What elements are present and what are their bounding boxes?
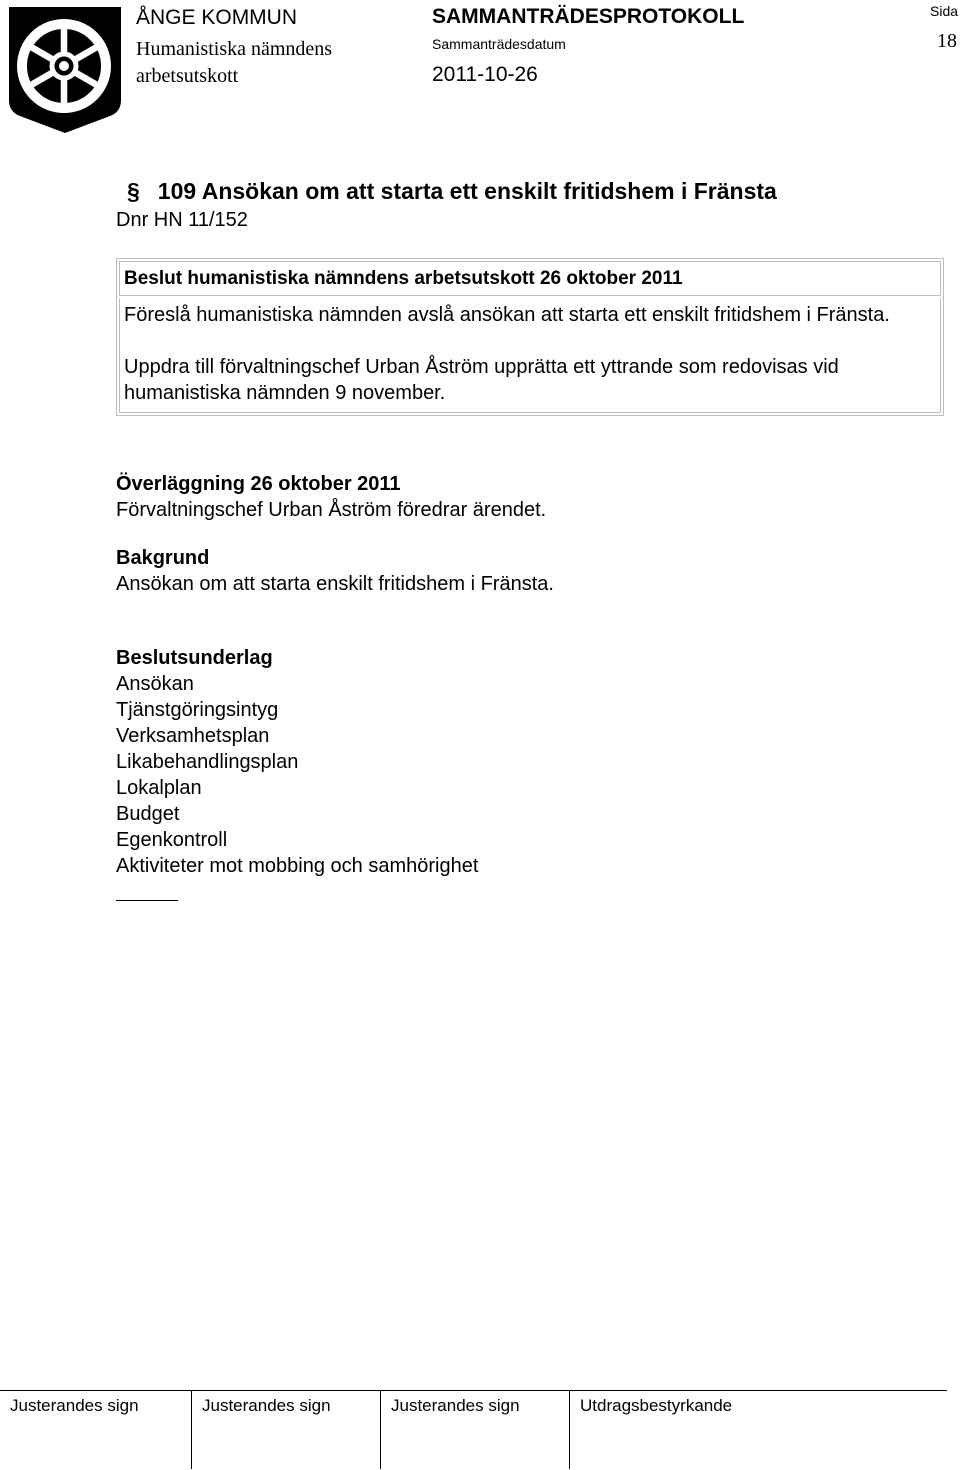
decision-body bbox=[119, 298, 941, 413]
background-section bbox=[116, 545, 554, 597]
basis-item: Tjänstgöringsintyg bbox=[116, 699, 279, 721]
item-number-title: 109 Ansökan om att starta ett enskilt fritidshem i Fränsta bbox=[157, 178, 777, 204]
decision-paragraph: Föreslå humanistiska nämnden avslå ansökan att starta ett enskilt fritidshem i Fränsta. bbox=[124, 304, 890, 326]
basis-section bbox=[116, 645, 478, 879]
decision-paragraph: Uppdra till förvaltningschef Urban Åström upprätta ett yttrande som redovisas vid humanistiska nämnden 9 november. bbox=[124, 356, 839, 404]
coat-of-arms-icon bbox=[6, 4, 124, 136]
background-text: Ansökan om att starta enskilt fritidshem i Fränsta. bbox=[116, 573, 554, 595]
basis-heading: Beslutsunderlag bbox=[116, 647, 273, 669]
basis-item: Budget bbox=[116, 803, 180, 825]
registration-number: Dnr HN 11/152 bbox=[116, 209, 248, 231]
basis-item: Verksamhetsplan bbox=[116, 725, 270, 747]
background-heading: Bakgrund bbox=[116, 547, 210, 569]
signature-footer bbox=[0, 1390, 947, 1470]
signature-cell: Justerandes sign bbox=[10, 1396, 139, 1415]
basis-item: Egenkontroll bbox=[116, 829, 228, 851]
basis-item: Likabehandlingsplan bbox=[116, 751, 299, 773]
basis-item: Ansökan bbox=[116, 673, 194, 695]
section-symbol: § bbox=[127, 178, 140, 204]
deliberation-heading: Överläggning 26 oktober 2011 bbox=[116, 473, 401, 495]
meeting-date: 2011-10-26 bbox=[432, 63, 538, 86]
basis-item: Lokalplan bbox=[116, 777, 202, 799]
deliberation-text: Förvaltningschef Urban Åström föredrar ärendet. bbox=[116, 499, 547, 521]
item-title bbox=[127, 178, 777, 205]
signature-cell: Justerandes sign bbox=[191, 1391, 380, 1469]
end-rule bbox=[116, 900, 178, 901]
signature-cell: Justerandes sign bbox=[380, 1391, 569, 1469]
municipality-name: ÅNGE KOMMUN bbox=[136, 6, 298, 29]
committee-subname: arbetsutskott bbox=[136, 65, 239, 87]
page-label: Sida bbox=[930, 3, 959, 19]
decision-heading: Beslut humanistiska nämndens arbetsutskott 26 oktober 2011 bbox=[119, 261, 941, 296]
basis-item: Aktiviteter mot mobbing och samhörighet bbox=[116, 855, 479, 877]
certification-cell: Utdragsbestyrkande bbox=[569, 1391, 947, 1469]
committee-name: Humanistiska nämndens bbox=[136, 38, 333, 60]
page-number: 18 bbox=[937, 30, 957, 52]
document-type: SAMMANTRÄDESPROTOKOLL bbox=[432, 5, 745, 28]
deliberation-section bbox=[116, 471, 546, 523]
decision-box bbox=[116, 258, 944, 416]
meeting-date-label: Sammanträdesdatum bbox=[432, 36, 566, 52]
